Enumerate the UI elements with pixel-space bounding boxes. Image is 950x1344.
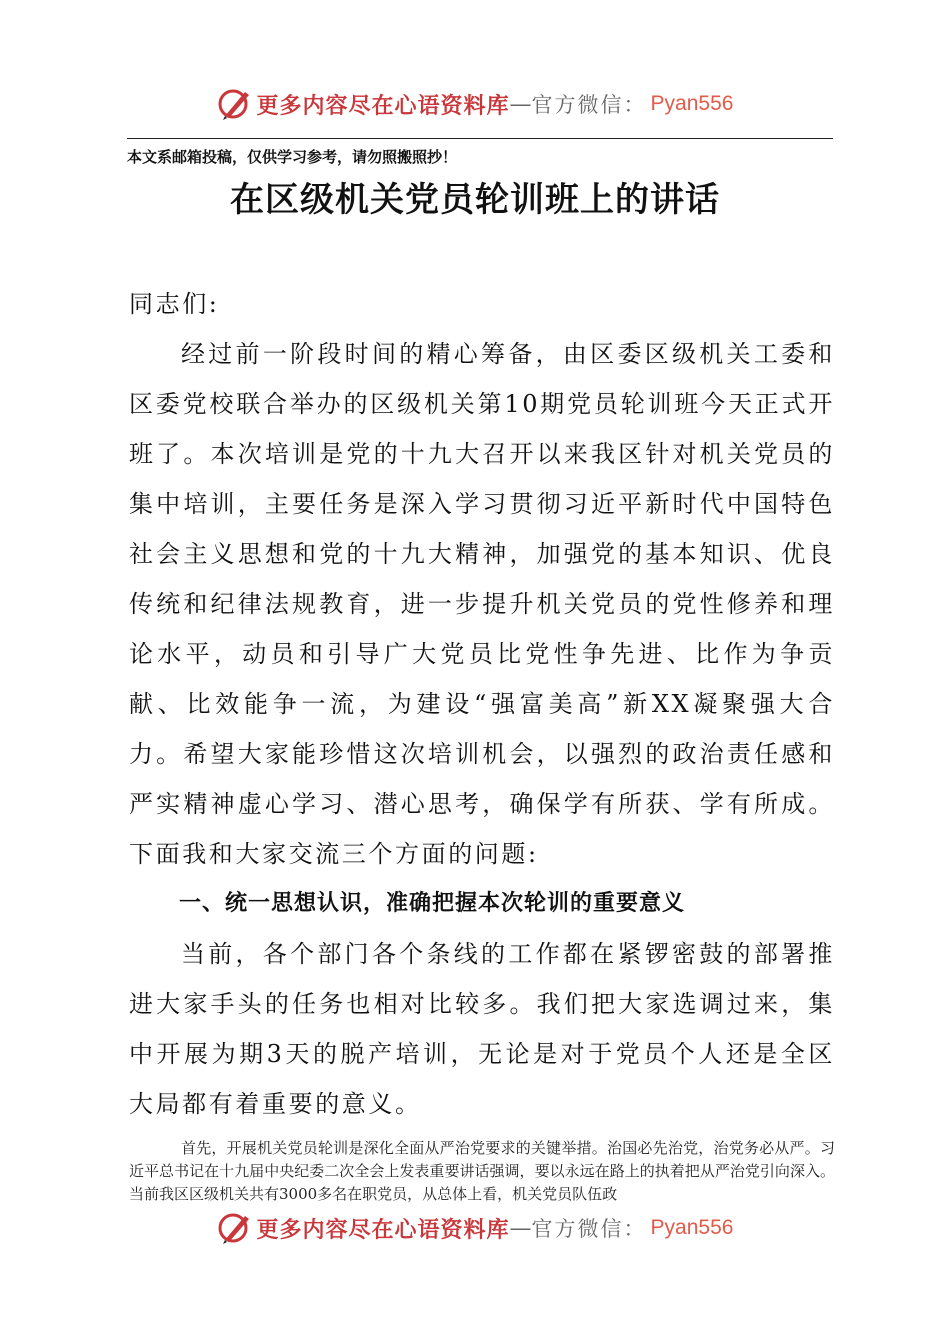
footer-banner [0, 1208, 950, 1248]
banner-main-text: 更多内容尽在心语资料库 [256, 1216, 510, 1243]
paragraph-first-point: 首先，开展机关党员轮训是深化全面从严治党要求的关键举措。治国必先治党，治党务必从严。习近平总书记在十九届中央纪委二次全会上发表重要讲话强调，要以永远在路上的执着把从严治党引向深入。当前我区区级机关共有3000多名在职党员，从总体上看，机关党员队伍政 [129, 1139, 835, 1203]
paragraph-context: 当前，各个部门各个条线的工作都在紧锣密鼓的部署推进大家手头的任务也相对比较多。我们把大家选调过来，集中开展为期3天的脱产培训，无论是对于党员个人还是全区大局都有着重要的意义。 [129, 940, 835, 1118]
banner-wechat-label: 官方微信： [531, 93, 647, 117]
banner-main-text: 更多内容尽在心语资料库 [256, 92, 510, 119]
banner-wechat-id: Pyan556 [650, 1216, 734, 1239]
submission-note: 本文系邮箱投稿，仅供学习参考，请勿照搬照抄！ [127, 148, 458, 166]
header-banner [0, 84, 950, 124]
pen-logo-icon [217, 1210, 253, 1246]
banner-separator: — [509, 91, 532, 117]
pen-logo-icon [217, 86, 253, 122]
section-heading-1: 一、统一思想认识，准确把握本次轮训的重要意义 [179, 891, 686, 916]
banner-separator: — [509, 1215, 532, 1241]
greeting: 同志们: [129, 290, 220, 318]
paragraph-intro: 经过前一阶段时间的精心筹备，由区委区级机关工委和区委党校联合举办的区级机关第10期党员轮训班今天正式开班了。本次培训是党的十九大召开以来我区针对机关党员的集中培训，主要任务是深入学习贯彻习近平新时代中国特色社会主义思想和党的十九大精神，加强党的基本知识、优良传统和纪律法规教育，进一步提升机关党员的党性修养和理论水平，动员和引导广大党员比党性争先进、比作为争贡献、比效能争一流，为建设“强富美高”新XX凝聚强大合力。希望大家能珍惜这次培训机会，以强烈的政治责任感和严实精神虚心学习、潜心思考，确保学有所获、学有所成。下面我和大家交流三个方面的问题: [129, 340, 835, 868]
banner-wechat-label: 官方微信： [531, 1217, 647, 1241]
page-title: 在区级机关党员轮训班上的讲话 [230, 180, 720, 220]
header-divider [127, 138, 833, 139]
speech-body [129, 279, 835, 1129]
banner-wechat-id: Pyan556 [650, 92, 734, 115]
